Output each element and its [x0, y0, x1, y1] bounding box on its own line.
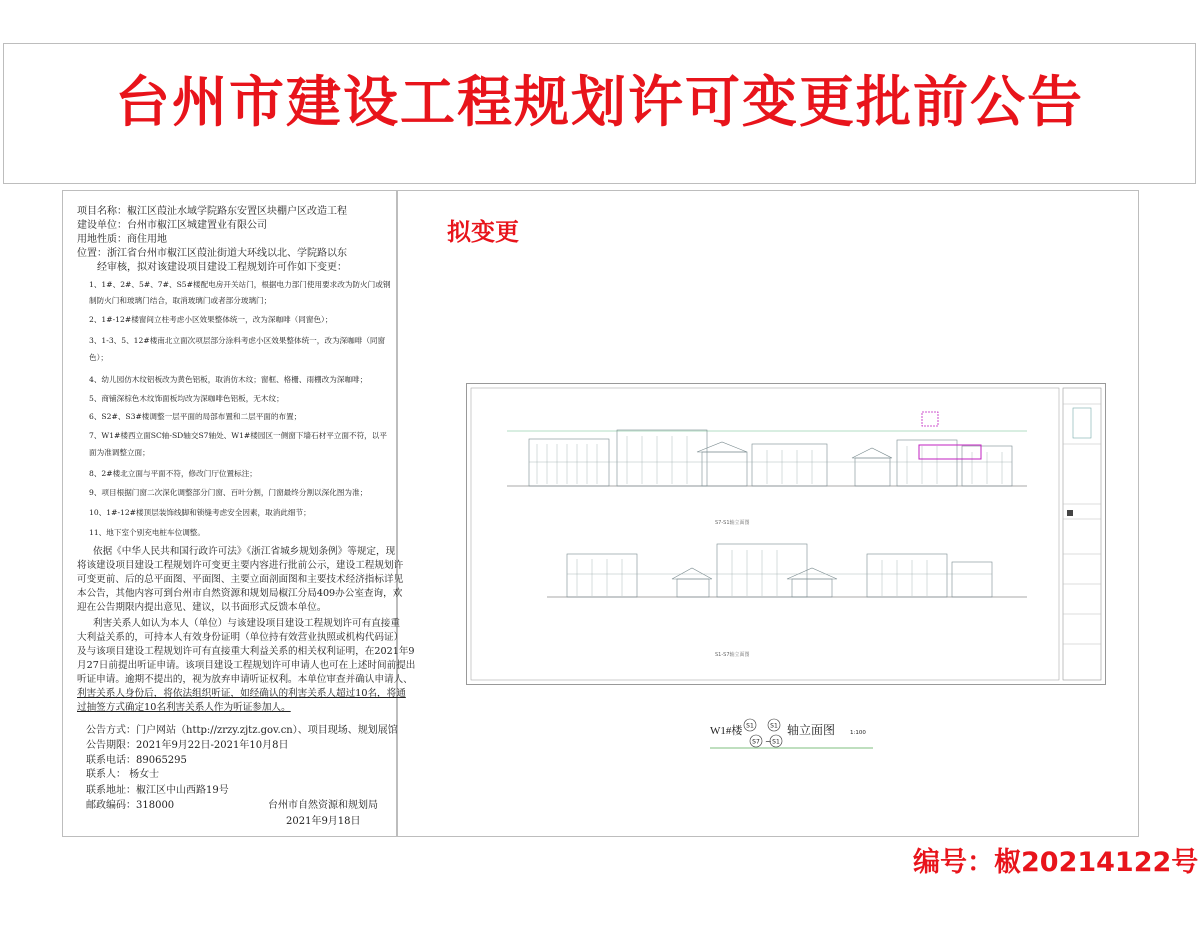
body2-line: 大利益关系的，可持本人有效身份证明（单位持有效营业执照或机构代码证） [77, 632, 404, 643]
change-item: 11、地下室个别充电桩车位调整。 [89, 528, 205, 537]
axis-bubble: S1 [746, 722, 754, 730]
change-item: 面为准调整立面； [89, 448, 150, 457]
axis-bubble: S1 [772, 738, 780, 746]
change-item: 9、项目根据门窗二次深化调整部分门窗、百叶分割，门窗最终分割以深化图为准； [89, 488, 368, 497]
change-item: 2、1#-12#楼窗间立柱考虑小区效果整体统一，改为深咖啡（同窗色）； [89, 315, 333, 324]
change-item: 5、商铺深棕色木纹饰面板均改为深咖啡色铝板，无木纹； [89, 394, 284, 403]
caption-scale: 1:100 [850, 730, 866, 736]
contact-phone: 联系电话：89065295 [86, 755, 187, 766]
change-item: 4、幼儿园仿木纹铝板改为黄色铝板，取消仿木纹；窗框、格栅、雨棚改为深咖啡； [89, 375, 368, 384]
change-item: 制防火门和玻璃门结合，取消玻璃门或者部分玻璃门； [89, 296, 272, 305]
body-line: 本公告，其他内容可到台州市自然资源和规划局椒江分局409办公室查询，欢 [77, 588, 403, 599]
project-name: 项目名称：椒江区葭沚水域学院路东安置区块棚户区改造工程 [77, 206, 347, 217]
elevation-2 [547, 544, 1027, 597]
contact-person: 联系人： 杨女士 [86, 769, 160, 780]
body-line: 可变更前、后的总平面图、平面图、主要立面剖面图和主要技术经济指标详见 [77, 574, 404, 585]
axis-separator: ~ [765, 737, 772, 746]
notice-method: 公告方式：门户网站（http://zrzy.zjtz.gov.cn）、项目现场、规划展馆 [86, 725, 398, 736]
body-line: 迎在公告期限内提出意见、建议，以书面形式反馈本单位。 [77, 602, 327, 613]
body2-line: 听证申请。逾期不提出的，视为放弃申请听证权利。本单位审查并确认申请人、 [77, 674, 413, 685]
body-line: 依据《中华人民共和国行政许可法》《浙江省城乡规划条例》等规定，现 [93, 546, 396, 557]
contact-address: 联系地址：椒江区中山西路19号 [86, 785, 229, 796]
axis-bubble: S1 [770, 722, 778, 730]
issuer: 台州市自然资源和规划局 [268, 800, 378, 811]
project-location: 位置：浙江省台州市椒江区葭沚街道大环线以北、学院路以东 [77, 248, 347, 259]
body2-line: 过抽签方式确定10名利害关系人作为听证参加人。 [77, 702, 291, 713]
elevation-2-label: S1-S7轴立面图 [715, 652, 750, 658]
change-item: 1、1#、2#、5#、7#、S5#楼配电房开关站门，根据电力部门使用要求改为防火门或钢 [89, 280, 391, 289]
caption-title: 轴立面图 [787, 723, 836, 737]
change-item: 色）； [89, 353, 108, 362]
change-item: 8、2#楼北立面与平面不符，修改门厅位置标注； [89, 469, 257, 478]
page-title: 台州市建设工程规划许可变更批前公告 [114, 70, 1084, 134]
change-item: 3、1-3、5、12#楼南北立面次项层部分涂料考虑小区效果整体统一，改为深咖啡（同窗 [89, 336, 386, 345]
project-land-use: 用地性质：商住用地 [77, 234, 167, 245]
notice-period: 公告期限：2021年9月22日-2021年10月8日 [86, 740, 289, 751]
issue-date: 2021年9月18日 [286, 816, 361, 827]
change-intro: 经审核，拟对该建设项目建设工程规划许可作如下变更： [97, 262, 347, 273]
body2-line: 月27日前提出听证申请。该项目建设工程规划许可申请人也可在上述时间前提出 [77, 660, 416, 671]
elevation-drawing [466, 383, 1106, 685]
body2-line: 利害关系人如认为本人（单位）与该建设项目建设工程规划许可有直接重 [93, 618, 400, 629]
change-item: 6、S2#、S3#楼调整一层平面的局部布置和二层平面的布置； [89, 412, 302, 421]
drawing-caption [708, 712, 878, 752]
axis-bubble: S7 [752, 738, 760, 746]
proposed-change-label: 拟变更 [447, 218, 519, 246]
project-builder: 建设单位：台州市椒江区城建置业有限公司 [77, 220, 267, 231]
body2-line: 及与该项目建设工程规划许可有直接重大利益关系的相关权利证明，在2021年9 [77, 646, 415, 657]
elevation-1-label: S7-S1轴立面图 [715, 520, 750, 526]
change-item: 10、1#-12#楼顶层装饰线脚和锁缝考虑安全因素，取消此细节； [89, 508, 311, 517]
caption-building: W1#楼 [710, 725, 743, 737]
body-line: 将该建设项目建设工程规划许可变更主要内容进行批前公示，建设工程规划许 [77, 560, 404, 571]
contact-postcode: 邮政编码：318000 [86, 800, 175, 811]
change-item: 7、W1#楼西立面SC轴-SD轴交S7轴处、W1#楼园区一侧窗下墙石材平立面不符，以平 [89, 431, 387, 440]
body2-line: 利害关系人身份后，将依法组织听证，如经确认的利害关系人超过10名，将通 [77, 688, 406, 699]
serial-number: 编号：椒20214122号 [913, 847, 1199, 878]
